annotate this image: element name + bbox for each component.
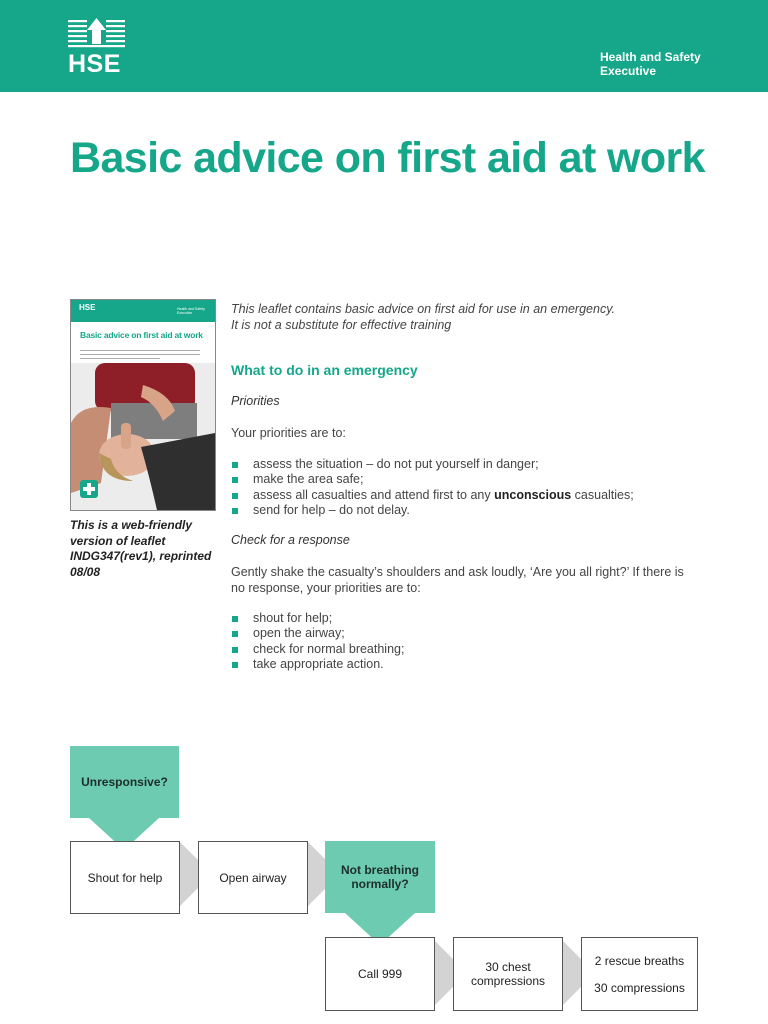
list-item: check for normal breathing; [231, 642, 711, 657]
list-item: take appropriate action. [231, 657, 711, 672]
rescue-breaths-text: 2 rescue breaths [594, 953, 685, 968]
list-item: assess the situation – do not put yourself in danger; [231, 457, 711, 472]
priorities-label: Priorities [231, 394, 280, 408]
page-title: Basic advice on first aid at work [70, 134, 705, 182]
casualties-text-after: casualties; [571, 487, 634, 502]
priorities-intro: Your priorities are to: [231, 426, 346, 440]
check-response-label: Check for a response [231, 533, 350, 547]
cover-caption: This is a web-friendly version of leaflet INDG347(rev1), reprinted 08/08 [70, 518, 212, 579]
unresponsive-box: Unresponsive? [70, 746, 179, 818]
cover-logo-text: HSE [79, 303, 96, 312]
list-item: make the area safe; [231, 472, 711, 487]
open-airway-box: Open airway [198, 841, 308, 914]
list-item: shout for help; [231, 611, 711, 626]
shout-for-help-box: Shout for help [70, 841, 180, 914]
unconscious-emphasis: unconscious [494, 487, 572, 502]
casualties-text-before: assess all casualties and attend first to any [253, 487, 495, 502]
not-breathing-box: Not breathing normally? [325, 841, 435, 913]
hse-logo-text: HSE [68, 50, 121, 78]
list-item: open the airway; [231, 626, 711, 641]
check-response-text: Gently shake the casualty’s shoulders and ask loudly, ‘Are you all right?’ If there is no response, your priorities are to: [231, 565, 684, 595]
section-heading: What to do in an emergency [231, 362, 418, 378]
chest-compressions-box: 30 chest compressions [453, 937, 563, 1011]
intro-line-2: It is not a substitute for effective training [231, 318, 452, 332]
cover-org-name: Health and Safety Executive [177, 307, 205, 315]
cpr-cycle-box [581, 937, 698, 1011]
cover-title: Basic advice on first aid at work [80, 330, 203, 340]
org-name: Health and Safety Executive [600, 50, 701, 78]
intro-line-1: This leaflet contains basic advice on first aid for use in an emergency. [231, 302, 615, 316]
list-item: send for help – do not delay. [231, 503, 711, 518]
call-999-box: Call 999 [325, 937, 435, 1011]
compressions-text: 30 compressions [594, 980, 685, 995]
